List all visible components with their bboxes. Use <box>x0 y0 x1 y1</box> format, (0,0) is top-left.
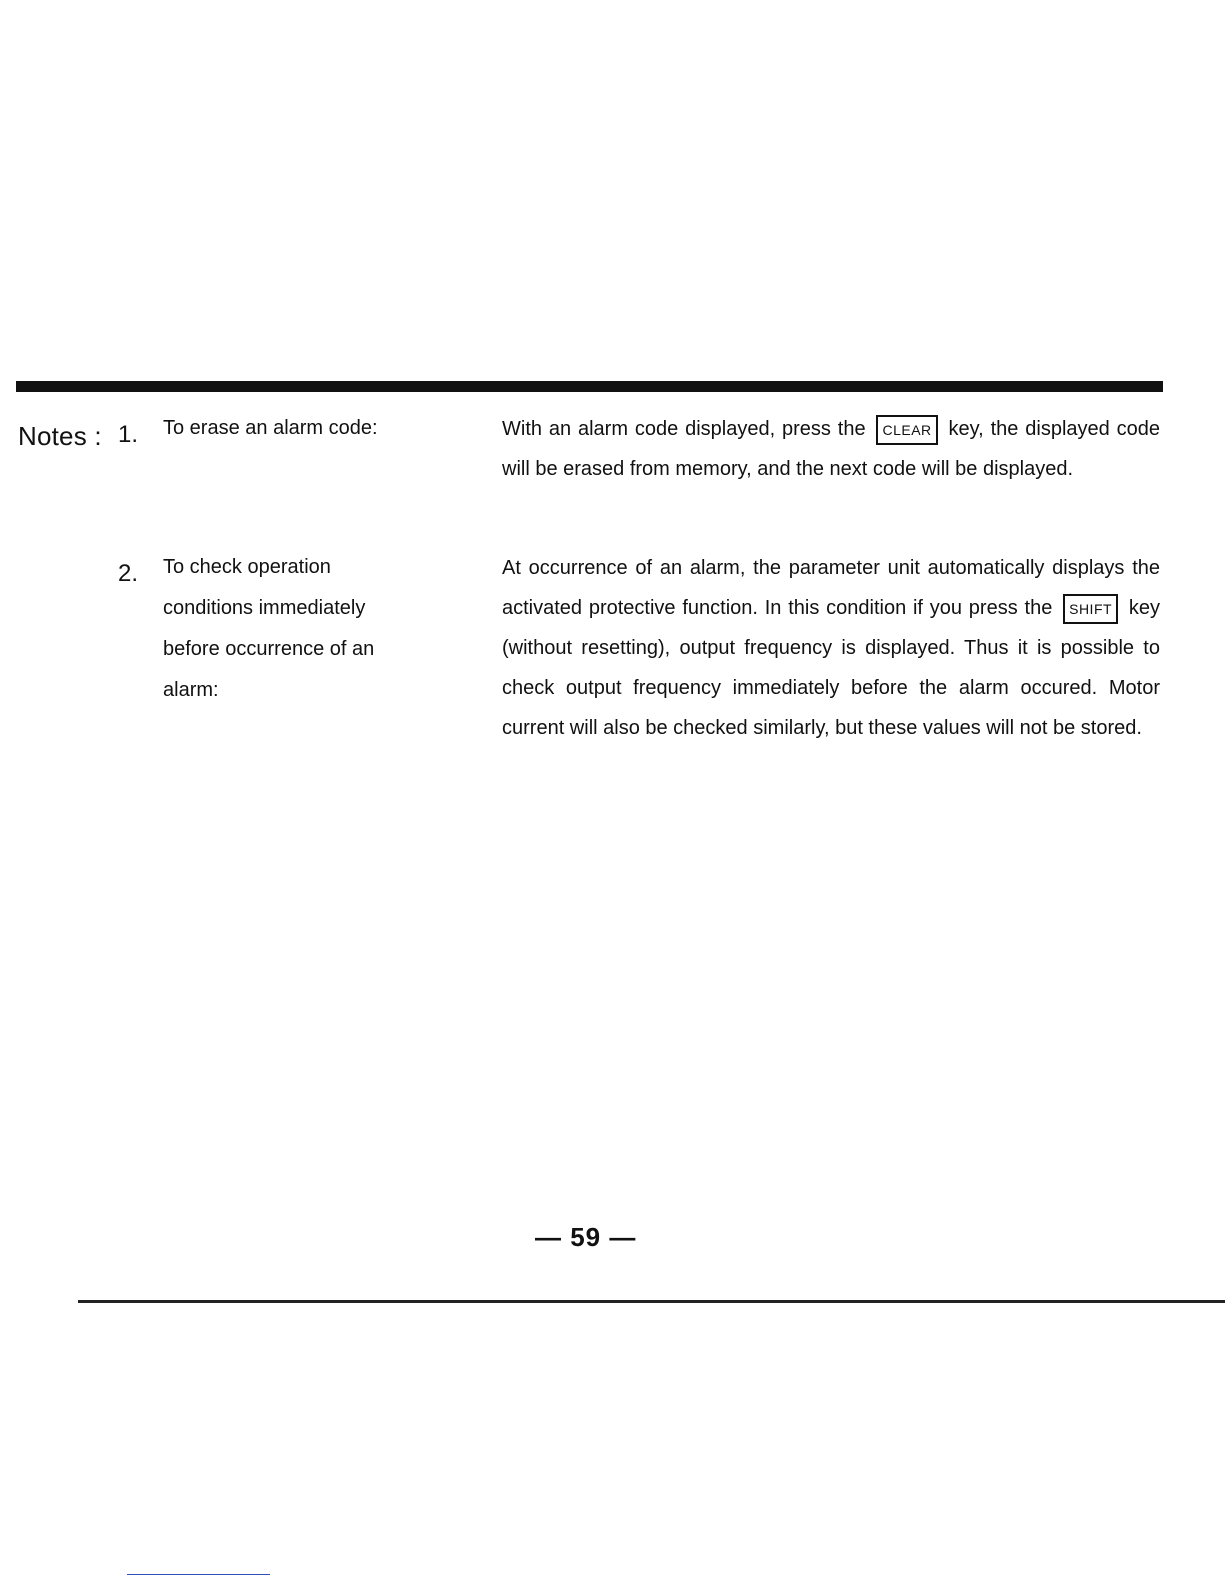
note-2-text-after: key (without resetting), output frequency is displayed. Thus it is possible to check output frequency immediately before the alarm occured. Motor current will also be checked similarly, but these values will not be stored. <box>502 597 1160 739</box>
scan-artifact-line <box>127 1574 270 1575</box>
shift-key-icon: SHIFT <box>1063 594 1118 624</box>
note-1-topic <box>163 408 453 449</box>
note-1-text <box>502 409 1160 489</box>
note-2-topic-line: To check operation <box>163 556 331 578</box>
note-1-text-after: key, the displayed code will be erased from memory, and the next code will be displayed. <box>502 418 1160 480</box>
note-2-text <box>502 548 1160 748</box>
note-2-text-before: At occurrence of an alarm, the parameter unit automatically displays the activated protective function. In this condition if you press the <box>502 557 1160 619</box>
note-2-number: 2. <box>118 560 139 587</box>
note-1-text-before: With an alarm code displayed, press the <box>502 418 866 440</box>
note-2-topic-line: conditions immediately <box>163 597 366 619</box>
notes-label: Notes : <box>18 421 102 451</box>
page-number: — 59 — <box>535 1222 637 1252</box>
note-2-topic-line: alarm: <box>163 679 219 701</box>
note-2-topic <box>163 547 453 711</box>
clear-key-icon: CLEAR <box>876 415 937 445</box>
note-2-topic-line: before occurrence of an <box>163 638 375 660</box>
note-1-topic-line: To erase an alarm code: <box>163 417 378 439</box>
bottom-rule <box>78 1300 1225 1303</box>
top-rule <box>16 381 1163 392</box>
note-1-number: 1. <box>118 421 139 448</box>
